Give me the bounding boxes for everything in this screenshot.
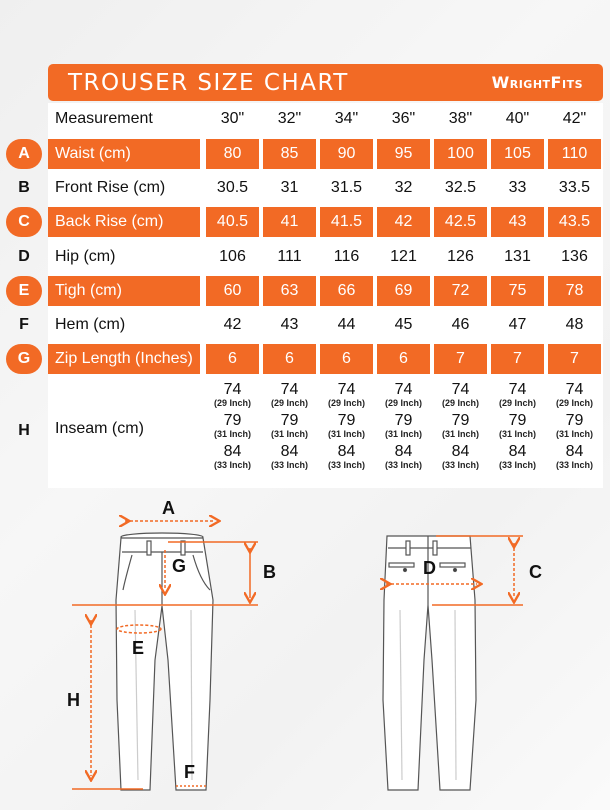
- row-label: Tigh (cm): [48, 276, 200, 306]
- table-cell: 32.5: [444, 179, 477, 196]
- table-cell: 136: [561, 248, 588, 265]
- diagram-label-g: G: [172, 556, 187, 576]
- inseam-cm: 79: [508, 412, 527, 429]
- inseam-cell: [548, 378, 601, 484]
- row-label: Inseam (cm): [55, 420, 144, 437]
- table-cell: 95: [377, 139, 430, 169]
- table-cell: 131: [504, 248, 531, 265]
- inseam-cm: 79: [394, 412, 413, 429]
- inseam-cm: 79: [337, 412, 356, 429]
- table-cell: 43: [491, 207, 544, 237]
- inseam-cm: 84: [565, 443, 584, 460]
- inseam-cm: 74: [451, 381, 470, 398]
- inseam-cm: 79: [280, 412, 299, 429]
- table-row: [0, 344, 610, 374]
- inseam-cell: [434, 378, 487, 484]
- inseam-inch: (31 Inch): [270, 429, 308, 439]
- row-letter: H: [18, 422, 30, 439]
- inseam-cm: 84: [451, 443, 470, 460]
- table-cell: 7: [434, 344, 487, 374]
- table-cell: 32: [394, 179, 413, 196]
- table-cell: 80: [206, 139, 259, 169]
- table-cell: 111: [277, 248, 302, 265]
- size-header: 32": [277, 110, 302, 127]
- inseam-inch: (29 Inch): [441, 398, 479, 408]
- table-cell: 42: [223, 316, 242, 333]
- row-label: Hip (cm): [55, 248, 116, 265]
- table-row: [0, 242, 610, 272]
- inseam-inch: (33 Inch): [498, 460, 536, 470]
- table-cell: 42.5: [434, 207, 487, 237]
- table-cell: 31.5: [330, 179, 363, 196]
- trouser-illustration: [0, 490, 610, 810]
- table-cell: 66: [320, 276, 373, 306]
- table-cell: 41.5: [320, 207, 373, 237]
- row-label: Waist (cm): [48, 139, 200, 169]
- inseam-inch: (31 Inch): [384, 429, 422, 439]
- table-cell: 63: [263, 276, 316, 306]
- inseam-cm: 84: [508, 443, 527, 460]
- table-cell: 72: [434, 276, 487, 306]
- table-cell: 45: [394, 316, 413, 333]
- inseam-inch: (31 Inch): [498, 429, 536, 439]
- table-row: [0, 139, 610, 169]
- inseam-inch: (31 Inch): [441, 429, 479, 439]
- size-header: 30": [220, 110, 245, 127]
- table-cell: 116: [333, 248, 360, 265]
- row-letter: E: [6, 276, 42, 306]
- diagram-label-h: H: [67, 690, 80, 710]
- diagram-label-f: F: [184, 762, 195, 782]
- trouser-diagram: [0, 490, 610, 810]
- inseam-cell: [320, 378, 373, 484]
- table-cell: 90: [320, 139, 373, 169]
- table-cell: 100: [434, 139, 487, 169]
- inseam-inch: (31 Inch): [555, 429, 593, 439]
- row-letter: G: [6, 344, 42, 374]
- inseam-cm: 74: [508, 381, 527, 398]
- table-cell: 121: [390, 248, 417, 265]
- size-header: 38": [448, 110, 473, 127]
- inseam-cell: [377, 378, 430, 484]
- table-cell: 33: [508, 179, 527, 196]
- measurement-header: Measurement: [55, 110, 153, 127]
- table-cell: 6: [206, 344, 259, 374]
- diagram-label-e: E: [132, 638, 145, 658]
- row-label: Back Rise (cm): [48, 207, 200, 237]
- table-cell: 75: [491, 276, 544, 306]
- inseam-cm: 79: [223, 412, 242, 429]
- inseam-inch: (33 Inch): [213, 460, 251, 470]
- row-label: Zip Length (Inches): [48, 344, 200, 374]
- table-row: [0, 276, 610, 306]
- table-cell: 30.5: [216, 179, 249, 196]
- inseam-inch: (29 Inch): [327, 398, 365, 408]
- inseam-inch: (33 Inch): [270, 460, 308, 470]
- table-cell: 42: [377, 207, 430, 237]
- size-header: 42": [562, 110, 587, 127]
- row-label: Front Rise (cm): [55, 179, 166, 196]
- inseam-cm: 84: [337, 443, 356, 460]
- table-cell: 48: [565, 316, 584, 333]
- row-letter: D: [18, 248, 30, 265]
- inseam-inch: (33 Inch): [555, 460, 593, 470]
- table-cell: 44: [337, 316, 356, 333]
- inseam-cm: 74: [280, 381, 299, 398]
- inseam-cm: 74: [565, 381, 584, 398]
- inseam-inch: (29 Inch): [384, 398, 422, 408]
- size-header: 40": [505, 110, 530, 127]
- chart-title: TROUSER SIZE CHART: [68, 69, 349, 96]
- front-measure-lines: [72, 521, 258, 789]
- table-cell: 110: [548, 139, 601, 169]
- diagram-label-b: B: [263, 562, 276, 582]
- title-banner: [48, 64, 603, 101]
- row-letter: B: [18, 179, 30, 196]
- inseam-cm: 84: [280, 443, 299, 460]
- table-row: [0, 173, 610, 203]
- inseam-cell: [491, 378, 544, 484]
- inseam-cm: 84: [394, 443, 413, 460]
- diagram-label-a: A: [162, 498, 175, 518]
- inseam-cell: [263, 378, 316, 484]
- inseam-cm: 79: [451, 412, 470, 429]
- inseam-cm: 79: [565, 412, 584, 429]
- row-letter: A: [6, 139, 42, 169]
- table-cell: 46: [451, 316, 470, 333]
- inseam-cell: [206, 378, 259, 484]
- table-cell: 106: [219, 248, 246, 265]
- size-header: 34": [334, 110, 359, 127]
- inseam-cm: 74: [337, 381, 356, 398]
- table-cell: 126: [447, 248, 474, 265]
- inseam-inch: (29 Inch): [270, 398, 308, 408]
- inseam-inch: (31 Inch): [213, 429, 251, 439]
- table-cell: 33.5: [558, 179, 591, 196]
- table-cell: 6: [320, 344, 373, 374]
- inseam-inch: (31 Inch): [327, 429, 365, 439]
- brand-logo: WrightFits: [491, 73, 583, 92]
- table-cell: 41: [263, 207, 316, 237]
- table-row-inseam: [0, 378, 610, 484]
- table-header-row: [0, 104, 610, 134]
- row-letter: F: [19, 316, 29, 333]
- size-header: 36": [391, 110, 416, 127]
- table-cell: 78: [548, 276, 601, 306]
- table-cell: 105: [491, 139, 544, 169]
- inseam-inch: (33 Inch): [384, 460, 422, 470]
- row-label: Hem (cm): [55, 316, 126, 333]
- table-row: [0, 207, 610, 237]
- table-cell: 6: [263, 344, 316, 374]
- table-row: [0, 310, 610, 340]
- table-cell: 43.5: [548, 207, 601, 237]
- table-cell: 31: [280, 179, 299, 196]
- inseam-cm: 84: [223, 443, 242, 460]
- inseam-inch: (33 Inch): [327, 460, 365, 470]
- inseam-inch: (29 Inch): [498, 398, 536, 408]
- table-cell: 69: [377, 276, 430, 306]
- diagram-label-c: C: [529, 562, 542, 582]
- table-cell: 40.5: [206, 207, 259, 237]
- table-cell: 6: [377, 344, 430, 374]
- table-cell: 47: [508, 316, 527, 333]
- table-cell: 43: [280, 316, 299, 333]
- diagram-label-d: D: [423, 558, 436, 578]
- inseam-inch: (29 Inch): [213, 398, 251, 408]
- table-cell: 7: [548, 344, 601, 374]
- inseam-cm: 74: [394, 381, 413, 398]
- table-cell: 85: [263, 139, 316, 169]
- inseam-inch: (33 Inch): [441, 460, 479, 470]
- table-cell: 7: [491, 344, 544, 374]
- inseam-cm: 74: [223, 381, 242, 398]
- row-letter: C: [6, 207, 42, 237]
- table-cell: 60: [206, 276, 259, 306]
- inseam-inch: (29 Inch): [555, 398, 593, 408]
